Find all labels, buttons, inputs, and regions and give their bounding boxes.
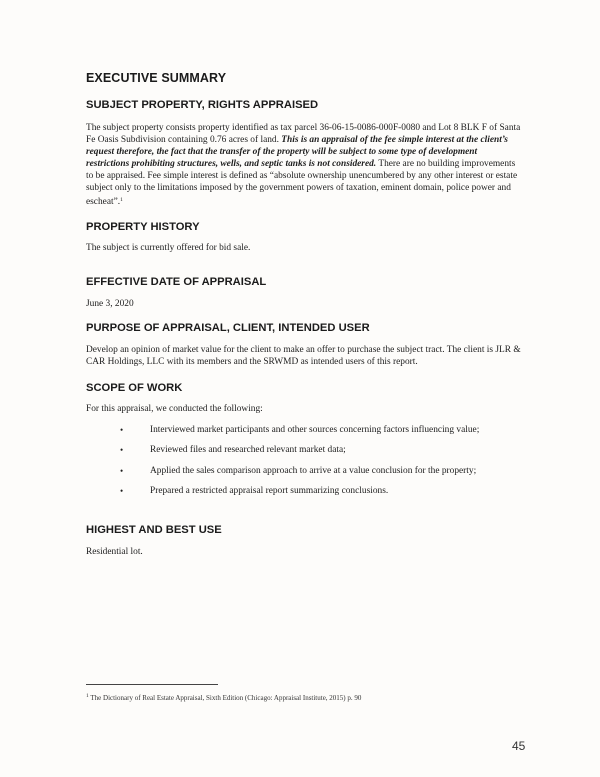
property-history-heading: PROPERTY HISTORY <box>86 221 200 233</box>
effective-date-heading: EFFECTIVE DATE OF APPRAISAL <box>86 276 267 288</box>
list-item: • Applied the sales comparison approach to arrive at a value conclusion for the property; <box>120 465 477 476</box>
executive-summary-title: EXECUTIVE SUMMARY <box>86 71 227 85</box>
subject-property-text-1: The subject property consists property identified as tax parcel 36-06-15-0086-000F-0080 and Lot 8 BLK F of Santa Fe Oasis Subdivision containing 0.76 acres of land. <box>86 123 521 145</box>
footnote-text: The Dictionary of Real Estate Appraisal, Sixth Edition (Chicago: Appraisal Institute, 2015) p. 90 <box>90 694 362 702</box>
page-number: 45 <box>512 739 526 753</box>
bullet-marker: • <box>120 425 124 435</box>
purpose-heading: PURPOSE OF APPRAISAL, CLIENT, INTENDED USER <box>86 322 370 334</box>
effective-date-text: June 3, 2020 <box>86 299 134 309</box>
list-item: • Interviewed market participants and other sources concerning factors influencing value; <box>120 425 480 435</box>
page-content <box>86 64 522 558</box>
bullet-marker: • <box>120 445 124 456</box>
subject-property-heading: SUBJECT PROPERTY, RIGHTS APPRAISED <box>86 99 319 111</box>
scope-of-work-list <box>86 424 522 497</box>
subject-property-paragraph <box>86 122 522 208</box>
highest-best-use-heading: HIGHEST AND BEST USE <box>86 523 222 536</box>
subject-property-emphasis: This is an appraisal of the fee simple interest at the client’s request therefore, the fact that the transfer of the property will be subject to some type of development restrictions prohibiting structures, wells, and septic tanks is not considered. <box>86 135 508 169</box>
footnote <box>86 692 526 703</box>
purpose-text: Develop an opinion of market value for the client to make an offer to purchase the subject tract. The client is JLR & CAR Holdings, LLC with its members and the SRWMD as intended users of this report. <box>86 345 521 367</box>
scope-of-work-intro: For this appraisal, we conducted the following: <box>86 404 263 414</box>
bullet-marker: • <box>120 485 124 496</box>
footnote-divider <box>86 684 218 685</box>
scope-of-work-heading: SCOPE OF WORK <box>86 382 183 394</box>
list-item: • Reviewed files and researched relevant market data; <box>120 445 346 456</box>
subject-property-text-3: There are no building improvements to be appraised. Fee simple interest is defined as “absolute ownership unencumbered by any other interest or estate subject only to the limitations imposed by the government powers of taxation, eminent domain, police power and escheat”. <box>86 159 518 207</box>
footnote-reference: 1 <box>120 197 123 203</box>
highest-best-use-text: Residential lot. <box>86 546 143 557</box>
property-history-text: The subject is currently offered for bid sale. <box>86 243 251 253</box>
footnote-number: 1 <box>86 693 89 699</box>
bullet-marker: • <box>120 465 124 476</box>
list-item: • Prepared a restricted appraisal report summarizing conclusions. <box>120 485 389 496</box>
